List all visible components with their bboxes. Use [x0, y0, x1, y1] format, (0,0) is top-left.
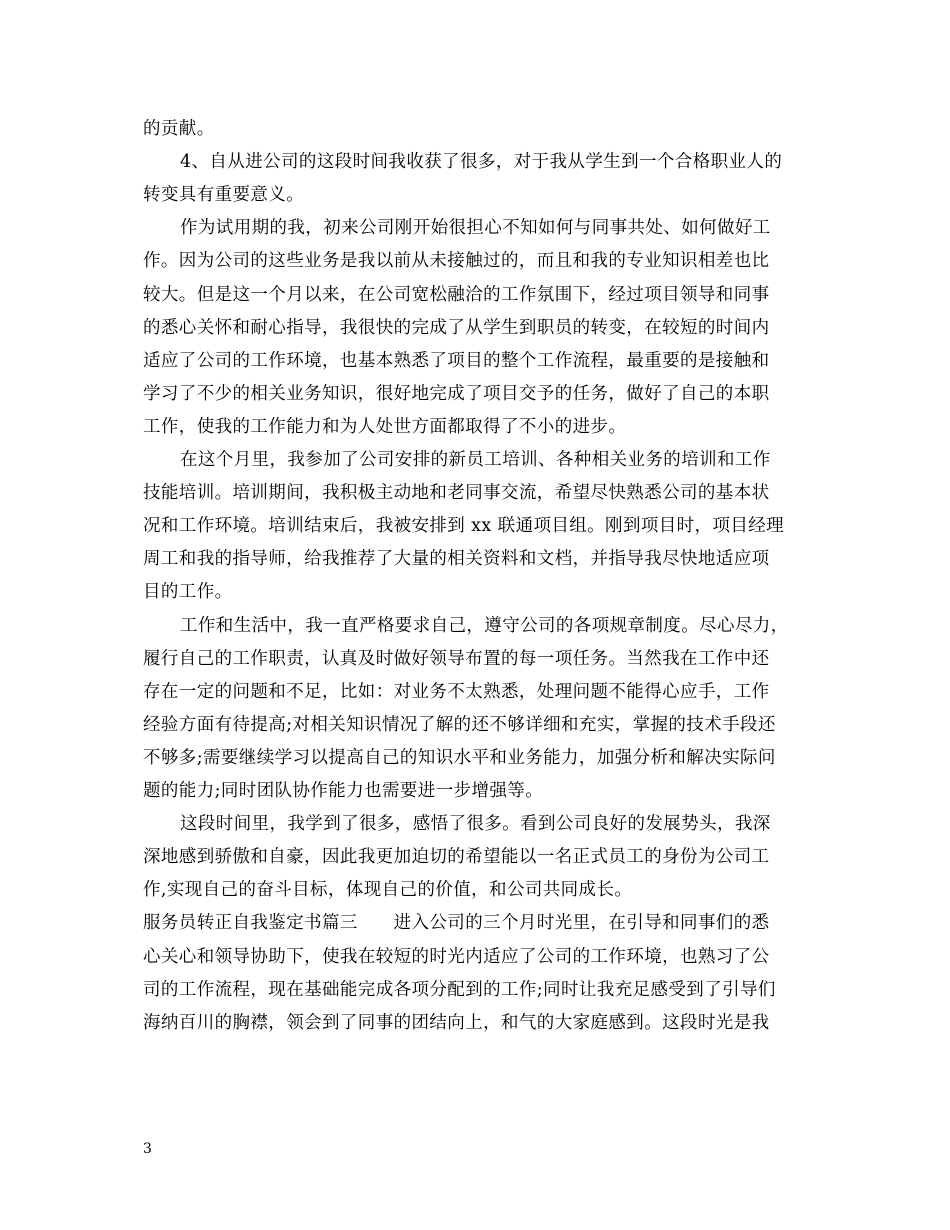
- text-line: 存在一定的问题和不足，比如：对业务不太熟悉，处理问题不能得心应手，工作: [143, 681, 770, 702]
- text-line: 作为试用期的我，初来公司刚开始很担心不知如何与同事共处、如何做好工: [180, 218, 771, 239]
- text-line: 服务员转正自我鉴定书篇三 进入公司的三个月时光里，在引导和同事们的悉: [143, 913, 770, 934]
- text-line: 4、自从进公司的这段时间我收获了很多，对于我从学生到一个合格职业人的: [180, 152, 783, 173]
- text-line: 的悉心关怀和耐心指导，我很快的完成了从学生到职员的转变，在较短的时间内: [143, 317, 770, 338]
- text-line: 海纳百川的胸襟，领会到了同事的团结向上，和气的大家庭感到。这段时光是我: [143, 1012, 770, 1033]
- text-line: 这段时间里，我学到了很多，感悟了很多。看到公司良好的发展势头，我深: [180, 814, 771, 835]
- text-line: 学习了不少的相关业务知识，很好地完成了项目交予的任务，做好了自己的本职: [143, 383, 770, 404]
- text-line: 转变具有重要意义。: [143, 185, 305, 206]
- text-line: 较大。但是这一个月以来，在公司宽松融洽的工作氛围下，经过项目领导和同事: [143, 284, 770, 305]
- text-line: 题的能力;同时团队协作能力也需要进一步增强等。: [143, 781, 544, 801]
- page-number: 3: [143, 1141, 152, 1157]
- text-line: 作,实现自己的奋斗目标，体现自己的价值，和公司共同成长。: [143, 880, 633, 901]
- text-line: 心关心和领导协助下，使我在较短的时光内适应了公司的工作环境，也熟习了公: [143, 946, 770, 967]
- text-line: 目的工作。: [143, 582, 233, 603]
- text-line: 工作和生活中，我一直严格要求自己，遵守公司的各项规章制度。尽心尽力，: [180, 615, 789, 636]
- text-line: 况和工作环境。培训结束后，我被安排到 xx 联通项目组。刚到项目时，项目经理: [143, 516, 785, 537]
- text-line: 深地感到骄傲和自豪，因此我更加迫切的希望能以一名正式员工的身份为公司工: [143, 847, 770, 868]
- text-line: 的贡献。: [143, 119, 215, 139]
- text-line: 作。因为公司的这些业务是我以前从未接触过的，而且和我的专业知识相差也比: [143, 251, 770, 272]
- text-line: 在这个月里，我参加了公司安排的新员工培训、各种相关业务的培训和工作: [180, 450, 771, 470]
- text-line: 经验方面有待提高;对相关知识情况了解的还不够详细和充实，掌握的技术手段还: [143, 714, 776, 735]
- text-line: 不够多;需要继续学习以提高自己的知识水平和业务能力，加强分析和解决实际问: [143, 747, 776, 768]
- text-line: 技能培训。培训期间，我积极主动地和老同事交流，希望尽快熟悉公司的基本状: [143, 483, 770, 504]
- text-line: 履行自己的工作职责，认真及时做好领导布置的每一项任务。当然我在工作中还: [143, 648, 770, 669]
- text-line: 适应了公司的工作环境，也基本熟悉了项目的整个工作流程，最重要的是接触和: [143, 350, 770, 371]
- text-line: 工作，使我的工作能力和为人处世方面都取得了不小的进步。: [143, 416, 627, 437]
- text-line: 周工和我的指导师，给我推荐了大量的相关资料和文档，并指导我尽快地适应项: [143, 549, 770, 570]
- text-line: 司的工作流程，现在基础能完成各项分配到的工作;同时让我充足感受到了引导们: [143, 979, 776, 1000]
